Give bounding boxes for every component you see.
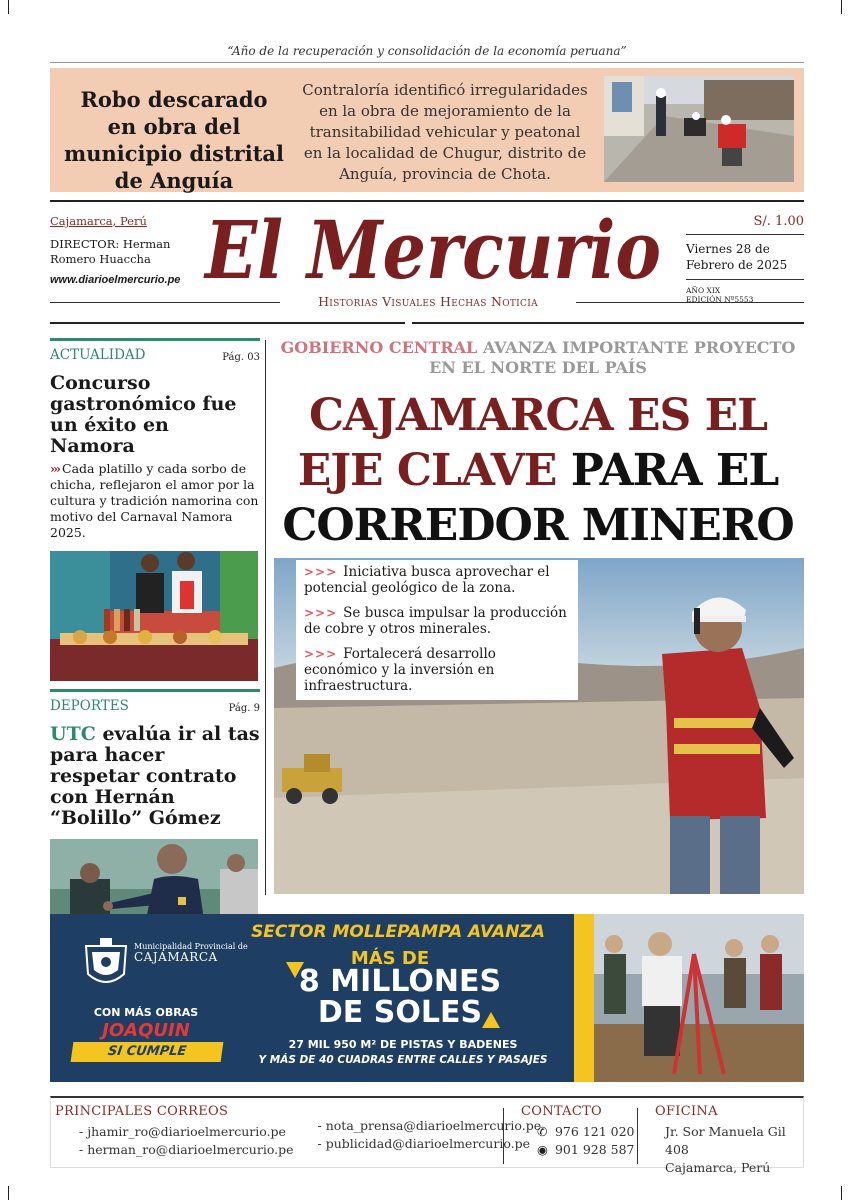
muni-small: Municipalidad Provincial de [134, 942, 248, 951]
issue-price: S/. 1.00 [686, 214, 804, 235]
page-ref: Pág. 03 [222, 352, 260, 363]
main-story-bullets [296, 560, 578, 700]
footer-contact [521, 1104, 635, 1159]
triple-arrow-icon: ››› [50, 461, 59, 476]
namora-food-photo[interactable] [50, 551, 258, 681]
bullet-text: Se busca impulsar la producción de cobre y otros minerales. [304, 605, 567, 637]
divider [412, 322, 804, 324]
ad-obras: CON MÁS OBRAS [93, 1006, 199, 1019]
story-title-accent: UTC [50, 723, 96, 745]
story-title-utc[interactable] [50, 724, 260, 829]
top-story-summary: Contraloría identificó irregularidades en la obra de mejoramiento de la transitabilidad vehicular y peatonal en la localidad de Chugur, distrito de Anguía, provincia de Chota. [302, 81, 588, 183]
arrow-down-icon [286, 962, 304, 978]
muni-big: CAJAMARCA [134, 950, 218, 964]
office-address-2: Cajamarca, Perú [665, 1160, 771, 1175]
email-link[interactable]: - jhamir_ro@diarioelmercurio.pe [79, 1124, 286, 1139]
top-story-headline[interactable]: Robo descarado en obra del municipio distrital de Anguía [64, 87, 284, 193]
issue-edition: EDICIÓN Nº5553 [686, 295, 754, 304]
emails-label: PRINCIPALES CORREOS [55, 1104, 229, 1119]
ad-cuadras: Y MÁS DE 40 CUADRAS ENTRE CALLES Y PASAJES [258, 1054, 548, 1066]
phone-link[interactable] [537, 1123, 635, 1141]
masthead-left [50, 214, 200, 288]
headline-line-1: CAJAMARCA ES EL [308, 390, 768, 441]
kicker-highlight: GOBIERNO CENTRAL [280, 338, 478, 357]
newspaper-logo-text: El Mercurio [203, 203, 661, 292]
masthead-city: Cajamarca, Perú [50, 214, 147, 228]
email-text: jhamir_ro@diarioelmercurio.pe [87, 1124, 286, 1139]
footer-office [655, 1104, 803, 1177]
divider [576, 302, 804, 303]
whatsapp-icon: ◉ [537, 1142, 548, 1157]
triple-chevron-icon: >>> [304, 647, 338, 661]
main-kicker [272, 338, 804, 378]
municipal-advertisement[interactable] [50, 914, 804, 1082]
ad-amount-line-2: DE SOLES [317, 995, 483, 1030]
masthead-director: DIRECTOR: Herman Romero Huaccha [50, 237, 171, 266]
headline-line-2-red: EJE CLAVE [297, 445, 557, 496]
top-story-band[interactable] [50, 68, 804, 192]
kicker-rest: AVANZA IMPORTANTE PROYECTO EN EL NORTE DEL PAÍS [429, 338, 796, 377]
bullet-item [304, 605, 570, 637]
story-body-namora [50, 461, 260, 541]
arrow-up-icon [482, 1012, 500, 1028]
section-label[interactable]: ACTUALIDAD [50, 347, 146, 363]
bullet-item [304, 646, 570, 694]
bullet-text: Fortalecerá desarrollo económico y la inversión en infraestructura. [304, 646, 496, 694]
main-story [272, 338, 804, 694]
crop-mark [828, 1186, 842, 1200]
left-column [50, 338, 260, 964]
masthead-tagline: Historias Visuales Hechas Noticia [318, 294, 538, 309]
main-headline[interactable] [272, 388, 804, 553]
crop-mark [8, 0, 22, 14]
whatsapp-link[interactable] [537, 1141, 635, 1159]
office-label: OFICINA [655, 1104, 718, 1119]
headline-line-2-black: PARA EL [556, 445, 779, 496]
story-body-text: Cada platillo y cada sorbo de chicha, reflejaron el amor por la cultura y tradición namorina con motivo del Carnaval Namora 2025. [50, 461, 259, 540]
municipality-name [134, 942, 248, 962]
office-address-1: Jr. Sor Manuela Gil 408 [665, 1124, 786, 1157]
issue-year: AÑO XIX [686, 286, 721, 295]
divider [50, 322, 405, 324]
footer-emails [55, 1104, 541, 1159]
email-link[interactable]: - herman_ro@diarioelmercurio.pe [79, 1142, 294, 1157]
story-title-rest: evalúa ir al tas para hacer respetar contrato con Hernán “Bolillo” Gómez [50, 723, 260, 829]
email-link[interactable]: - nota_prensa@diarioelmercurio.pe [317, 1118, 542, 1133]
ad-pistas: 27 MIL 950 M² DE PISTAS Y BADENES [288, 1038, 518, 1051]
section-label[interactable]: DEPORTES [50, 698, 129, 714]
crop-mark [828, 0, 842, 14]
ad-mas-de: MÁS DE [350, 948, 430, 969]
triple-chevron-icon: >>> [304, 606, 338, 620]
top-story-photo[interactable] [604, 76, 794, 182]
email-text: herman_ro@diarioelmercurio.pe [87, 1142, 294, 1157]
divider [50, 302, 280, 303]
phone-icon: ✆ [537, 1124, 548, 1139]
contact-label: CONTACTO [521, 1104, 603, 1119]
footer-contacts [50, 1096, 804, 1175]
ad-inspection-photo [574, 914, 804, 1082]
ad-amount-line-1: 8 MILLONES [298, 964, 502, 999]
issue-date: Viernes 28 de Febrero de 2025 [686, 241, 804, 280]
story-title-namora[interactable]: Concurso gastronómico fue un éxito en Namora [50, 372, 237, 457]
bullet-item [304, 564, 570, 596]
section-header-actualidad [50, 338, 260, 363]
ad-sector-title: SECTOR MOLLEPAMPA AVANZA [251, 922, 545, 942]
column-divider [265, 340, 266, 895]
crop-mark [8, 1186, 22, 1200]
email-text: publicidad@diarioelmercurio.pe [325, 1136, 530, 1151]
masthead-website-link[interactable]: www.diarioelmercurio.pe [50, 274, 181, 286]
headline-line-3: CORREDOR MINERO [282, 500, 794, 551]
newspaper-logo[interactable] [200, 200, 666, 292]
section-header-deportes [50, 689, 260, 714]
masthead-right [686, 214, 804, 304]
divider [503, 1108, 504, 1164]
email-text: nota_prensa@diarioelmercurio.pe [325, 1118, 542, 1133]
page-ref: Pág. 9 [228, 703, 260, 714]
bullet-text: Iniciativa busca aprovechar el potencial geológico de la zona. [304, 564, 550, 596]
email-link[interactable]: - publicidad@diarioelmercurio.pe [317, 1136, 530, 1151]
phone-text: 901 928 587 [554, 1142, 635, 1157]
ad-cumple: SI CUMPLE [71, 1042, 224, 1062]
phone-text: 976 121 020 [554, 1124, 635, 1139]
divider [50, 62, 804, 63]
triple-chevron-icon: >>> [304, 565, 338, 579]
national-motto: “Año de la recuperación y consolidación de la economía peruana” [227, 44, 627, 58]
ad-joaquin: JOAQUIN [102, 1020, 190, 1041]
divider [637, 1108, 638, 1164]
